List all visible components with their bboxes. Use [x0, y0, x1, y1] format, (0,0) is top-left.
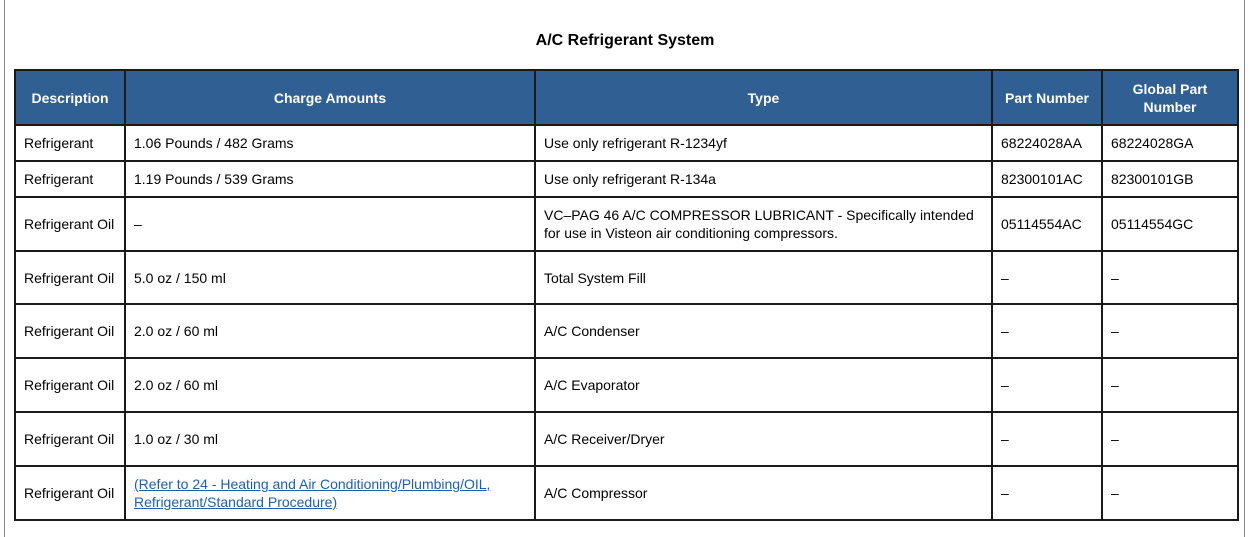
cell-description: Refrigerant	[15, 161, 125, 197]
table-row	[15, 466, 1238, 520]
header-global-part-number: Global Part Number	[1102, 70, 1238, 125]
cell-global-part-number: –	[1102, 412, 1238, 466]
cell-charge-amount: 1.19 Pounds / 539 Grams	[125, 161, 535, 197]
cell-part-number: 68224028AA	[992, 125, 1102, 161]
compressor-oil-procedure-link[interactable]: (Refer to 24 - Heating and Air Conditioning/Plumbing/OIL, Refrigerant/Standard Procedure)	[134, 476, 491, 510]
table-row	[15, 358, 1238, 412]
cell-part-number: –	[992, 251, 1102, 304]
cell-global-part-number: 68224028GA	[1102, 125, 1238, 161]
cell-description: Refrigerant Oil	[15, 466, 125, 520]
table-header-row	[15, 70, 1238, 125]
cell-part-number: –	[992, 466, 1102, 520]
refrigerant-spec-table	[14, 69, 1239, 521]
table-row	[15, 304, 1238, 358]
cell-part-number: 82300101AC	[992, 161, 1102, 197]
cell-type: Total System Fill	[535, 251, 992, 304]
header-charge-amounts: Charge Amounts	[125, 70, 535, 125]
cell-global-part-number: –	[1102, 304, 1238, 358]
cell-type: Use only refrigerant R-134a	[535, 161, 992, 197]
cell-charge-amount: 1.06 Pounds / 482 Grams	[125, 125, 535, 161]
cell-type: A/C Compressor	[535, 466, 992, 520]
header-description: Description	[15, 70, 125, 125]
cell-type: A/C Evaporator	[535, 358, 992, 412]
cell-global-part-number: –	[1102, 251, 1238, 304]
cell-type: A/C Receiver/Dryer	[535, 412, 992, 466]
cell-description: Refrigerant	[15, 125, 125, 161]
cell-type: VC–PAG 46 A/C COMPRESSOR LUBRICANT - Specifically intended for use in Visteon air conditioning compressors.	[535, 197, 992, 251]
table-row	[15, 161, 1238, 197]
cell-part-number: –	[992, 304, 1102, 358]
cell-charge-amount	[125, 466, 535, 520]
table-row	[15, 197, 1238, 251]
table-row	[15, 412, 1238, 466]
cell-charge-amount: –	[125, 197, 535, 251]
table-row	[15, 125, 1238, 161]
cell-part-number: –	[992, 358, 1102, 412]
cell-part-number: 05114554AC	[992, 197, 1102, 251]
cell-global-part-number: 05114554GC	[1102, 197, 1238, 251]
cell-charge-amount: 5.0 oz / 150 ml	[125, 251, 535, 304]
cell-description: Refrigerant Oil	[15, 412, 125, 466]
cell-global-part-number: 82300101GB	[1102, 161, 1238, 197]
cell-description: Refrigerant Oil	[15, 251, 125, 304]
cell-type: A/C Condenser	[535, 304, 992, 358]
cell-description: Refrigerant Oil	[15, 304, 125, 358]
table-row	[15, 251, 1238, 304]
cell-global-part-number: –	[1102, 358, 1238, 412]
cell-charge-amount: 2.0 oz / 60 ml	[125, 304, 535, 358]
cell-description: Refrigerant Oil	[15, 358, 125, 412]
cell-part-number: –	[992, 412, 1102, 466]
cell-charge-amount: 2.0 oz / 60 ml	[125, 358, 535, 412]
page-title: A/C Refrigerant System	[535, 32, 715, 49]
cell-description: Refrigerant Oil	[15, 197, 125, 251]
cell-type: Use only refrigerant R-1234yf	[535, 125, 992, 161]
header-type: Type	[535, 70, 992, 125]
cell-charge-amount: 1.0 oz / 30 ml	[125, 412, 535, 466]
header-part-number: Part Number	[992, 70, 1102, 125]
cell-global-part-number: –	[1102, 466, 1238, 520]
